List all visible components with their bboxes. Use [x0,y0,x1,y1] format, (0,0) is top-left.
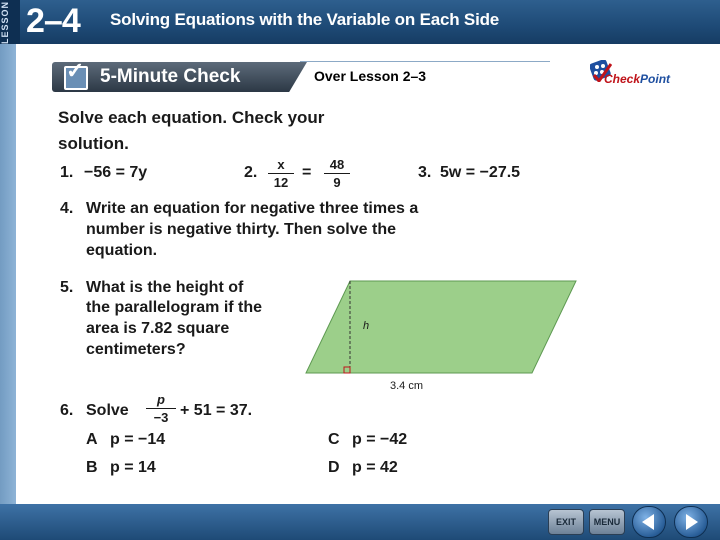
q4-number: 4. [60,200,74,217]
q2-frac1-numerator: x [277,157,285,172]
q5-line-2: the parallelogram if the [86,299,263,316]
q6-frac-denominator: −3 [153,410,169,425]
fraction-bar [146,408,176,409]
arrow-right-icon [686,514,698,530]
checkpoint-word-check: Check [604,72,641,86]
parallelogram-shape [306,281,576,373]
q5-line-4: centimeters? [86,341,186,358]
option-a-text[interactable]: p = −14 [110,431,166,448]
menu-button[interactable]: MENU [589,509,625,535]
option-b-text[interactable]: p = 14 [110,459,156,476]
previous-button[interactable] [632,506,666,538]
q1-equation: −56 = 7y [84,164,148,181]
q2-equals: = [302,164,312,181]
q3-equation: 5w = −27.5 [440,164,521,181]
checkpoint-wordmark [604,72,670,86]
checkpoint-word-point: Point [640,72,671,86]
checkmark-icon: ✓ [66,58,85,83]
lesson-number: 2–4 [26,2,80,40]
q4-line-2: number is negative thirty. Then solve the [86,221,396,238]
lesson-title: Solving Equations with the Variable on Each Side [110,10,500,29]
option-c-text[interactable]: p = −42 [352,431,408,448]
q4-line-1: Write an equation for negative three times a [86,200,419,217]
left-decorative-strip [0,44,16,540]
q6-solve: Solve [86,402,129,419]
banner-rule [300,61,550,62]
q2-fraction-1 [268,157,294,190]
q6-frac-numerator: p [157,392,165,407]
option-b-letter[interactable]: B [86,459,98,476]
q6-fraction [146,392,176,425]
exit-button[interactable]: EXIT [548,509,584,535]
fraction-bar [324,173,350,174]
q2-frac1-denominator: 12 [273,175,289,190]
base-label: 3.4 cm [390,380,424,392]
q4-line-3: equation. [86,242,158,259]
next-button[interactable] [674,506,708,538]
q5-line-3: area is 7.82 square [86,320,230,337]
q2-fraction-2 [324,157,350,190]
height-label: h [363,320,370,332]
checkpoint-logo[interactable] [590,60,690,90]
q6-equation-rest: + 51 = 37. [180,402,253,419]
banner-subtitle: Over Lesson 2–3 [314,68,427,84]
q2-number: 2. [244,164,258,181]
lesson-tab: LESSON [0,0,20,44]
option-c-letter[interactable]: C [328,431,340,448]
option-a-letter[interactable]: A [86,431,98,448]
fraction-bar [268,173,294,174]
q5-number: 5. [60,279,74,296]
q3-number: 3. [418,164,432,181]
q1-number: 1. [60,164,74,181]
option-d-letter[interactable]: D [328,459,340,476]
banner-title: 5-Minute Check [100,66,241,87]
option-d-text[interactable]: p = 42 [352,459,398,476]
parallelogram-figure [300,276,600,396]
q6-number: 6. [60,402,74,419]
q5-line-1: What is the height of [86,279,244,296]
instruction-line-2: solution. [58,134,129,153]
q2-frac2-numerator: 48 [329,157,345,172]
q2-frac2-denominator: 9 [333,175,341,190]
instruction-line-1: Solve each equation. Check your [58,108,325,127]
arrow-left-icon [642,514,654,530]
